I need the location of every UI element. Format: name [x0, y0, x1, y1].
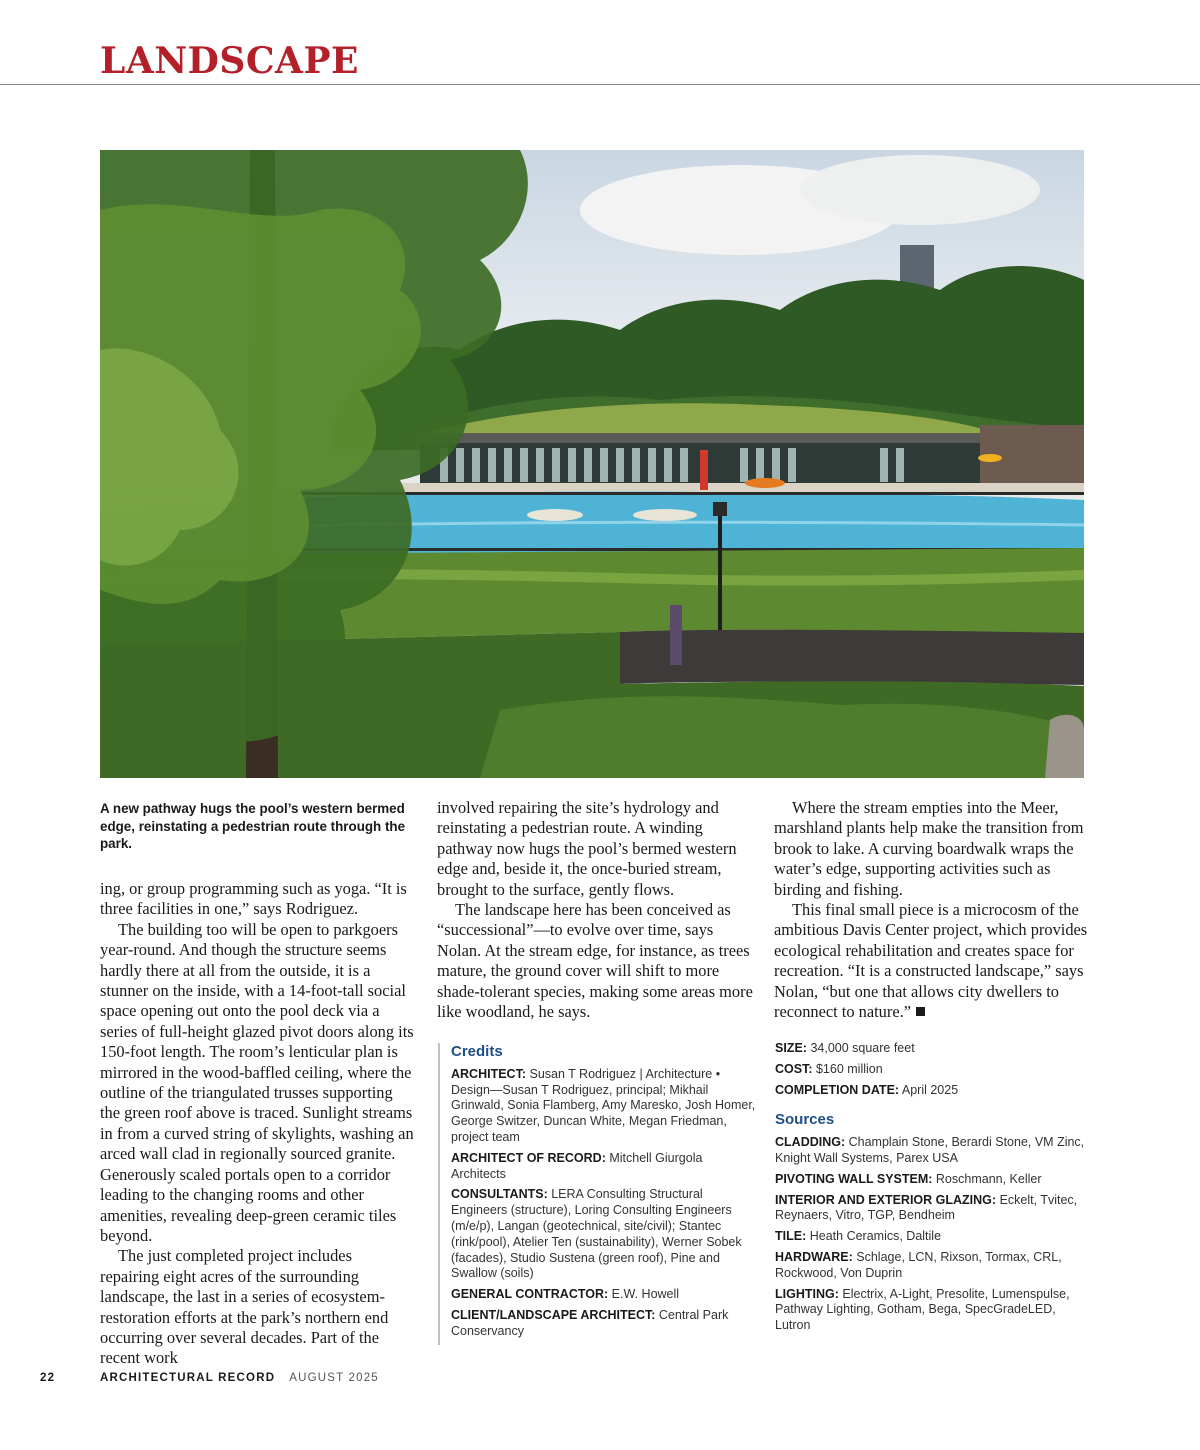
source-value: Heath Ceramics, Daltile — [809, 1229, 942, 1244]
spec-completion-date — [775, 1083, 1087, 1099]
source-value: Eckelt, Tvitec, Reynaers, Vitro, TGP, Bendheim — [775, 1192, 1078, 1223]
paragraph: involved repairing the site’s hydrology and reinstating a pedestrian route. A winding pathway now hugs the pool’s bermed western edge and, beside it, the once-buried stream, brought to the surface, gently flows. — [437, 798, 737, 899]
issue-date: AUGUST 2025 — [289, 1372, 379, 1384]
credit-label: ARCHITECT: — [451, 1066, 526, 1081]
credit-value: E.W. Howell — [611, 1287, 680, 1302]
source-label: HARDWARE: — [775, 1249, 853, 1264]
source-value: Champlain Stone, Berardi Stone, VM Zinc, Knight Wall Systems, Parex USA — [775, 1135, 1085, 1165]
page-footer — [40, 1372, 1140, 1384]
source-hardware — [775, 1250, 1087, 1282]
credits-title: Credits — [451, 1043, 503, 1060]
spec-value: April 2025 — [901, 1082, 959, 1097]
spec-size — [775, 1041, 1087, 1057]
paragraph: The just completed project includes repairing eight acres of the surrounding landscape, the last in a series of ecosystem-restoration efforts at the park’s northern end occurring over several decades. Part of the recent work — [100, 1246, 389, 1368]
credit-value: Central Park Conservancy — [451, 1307, 729, 1338]
pathway — [620, 630, 1084, 685]
spec-value: $160 million — [815, 1061, 883, 1076]
credit-label: CONSULTANTS: — [451, 1187, 548, 1202]
credits-box — [438, 1043, 760, 1345]
source-value: Electrix, A-Light, Presolite, Lumenspulse, Pathway Lighting, Gotham, Bega, SpecGradeLED, Lutron — [775, 1286, 1070, 1333]
paragraph: Where the stream empties into the Meer, marshland plants help make the transition from brook to lake. A curving boardwalk wraps the water’s edge, supporting activities such as birding and fishing. — [774, 798, 1084, 899]
source-tile — [775, 1229, 1087, 1245]
source-label: CLADDING: — [775, 1135, 846, 1150]
photo-caption: A new pathway hugs the pool’s western bermed edge, reinstating a pedestrian route through the park. — [100, 801, 406, 852]
paragraph: The landscape here has been conceived as “successional”—to evolve over time, says Nolan. At the stream edge, for instance, as trees mature, the ground cover will shift to more shade-tolerant species, making some areas more like woodland, he says. — [437, 900, 753, 1022]
source-label: LIGHTING: — [775, 1286, 839, 1301]
credit-general-contractor — [451, 1287, 760, 1303]
credit-client — [451, 1308, 760, 1340]
spec-label: COST: — [775, 1061, 813, 1076]
spec-label: COMPLETION DATE: — [775, 1082, 900, 1097]
paragraph: The building too will be open to parkgoers year-round. And though the structure seems hardly there at all from the outside, it is a stunner on the inside, with a 14-foot-tall social space opening out onto the pool deck via a series of full-height glazed pivot doors along its 150-foot length. The room’s lenticular plan is mirrored in the wood-baffled ceiling, where the outline of the triangulated trusses supporting the green roof above is traced. Sunlight streams in from a curved string of skylights, washing an arced wall clad in regionally sourced granite. Generously scaled portals open to a corridor leading to the changing rooms and other amenities, revealing deep-green ceramic tiles beyond. — [100, 919, 414, 1245]
paragraph: ing, or group programming such as yoga. “It is three facilities in one,” says Rodriguez. — [100, 879, 407, 919]
page-number: 22 — [40, 1372, 56, 1384]
credit-label: CLIENT/LANDSCAPE ARCHITECT: — [451, 1307, 656, 1322]
pool-landscape-photo — [100, 150, 1084, 778]
source-glazing — [775, 1193, 1087, 1225]
credit-architect — [451, 1067, 760, 1146]
article-column-1 — [100, 879, 414, 1369]
source-label: PIVOTING WALL SYSTEM: — [775, 1171, 933, 1186]
source-label: INTERIOR AND EXTERIOR GLAZING: — [775, 1192, 997, 1207]
credit-architect-of-record — [451, 1151, 760, 1183]
paragraph-text: This final small piece is a microcosm of the ambitious Davis Center project, which provides ecological rehabilitation and creates space for recreation. “It is a constructed landscape,” says Nolan, “but one that allows city dwellers to reconnect to nature.” — [774, 900, 1088, 1022]
header-rule — [0, 84, 1200, 85]
end-mark-icon — [916, 1007, 925, 1016]
source-label: TILE: — [775, 1229, 807, 1244]
source-value: Roschmann, Keller — [935, 1171, 1042, 1186]
lamp-post — [718, 510, 722, 640]
specs-box — [775, 1041, 1087, 1339]
paragraph-final — [774, 900, 1088, 1022]
credit-label: ARCHITECT OF RECORD: — [451, 1150, 606, 1165]
section-title: LANDSCAPE — [100, 40, 359, 82]
article-column-2 — [437, 798, 755, 1022]
spec-label: SIZE: — [775, 1041, 807, 1055]
credit-value: Susan T Rodriguez | Architecture • Design—Susan T Rodriguez, principal; Mikhail Grinwald, Sonia Flamberg, Amy Maresko, Josh Homer, George Switzer, Duncan White, Megan Friedman, project team — [451, 1066, 756, 1144]
source-lighting — [775, 1287, 1087, 1334]
source-cladding — [775, 1135, 1087, 1167]
magazine-name: ARCHITECTURAL RECORD — [100, 1372, 276, 1384]
source-pivoting-wall — [775, 1172, 1087, 1188]
credit-label: GENERAL CONTRACTOR: — [451, 1287, 609, 1302]
photo-illustration — [100, 150, 1084, 778]
lifeguard-chair — [700, 450, 708, 490]
umbrella — [745, 478, 785, 488]
umbrella — [978, 454, 1002, 462]
sources-title: Sources — [775, 1111, 835, 1129]
rock — [1045, 715, 1084, 778]
umbrella — [527, 509, 583, 521]
spec-value: 34,000 square feet — [810, 1041, 915, 1055]
credit-value: Mitchell Giurgola Architects — [451, 1150, 703, 1181]
spec-cost — [775, 1062, 1087, 1078]
article-column-3 — [774, 798, 1088, 1022]
credit-consultants — [451, 1187, 760, 1282]
pedestrian — [670, 605, 682, 665]
lamp-head — [713, 502, 727, 516]
credit-value: LERA Consulting Structural Engineers (structure), Loring Consulting Engineers (m/e/p), Langan (geotechnical, site/civil); Stantec (rink/pool), Atelier Ten (sustainability), Werner Sobek (facades), Studio Sustena (green roof), Pine and Swallow (soils) — [451, 1187, 742, 1281]
cloud — [800, 155, 1040, 225]
umbrella — [633, 509, 697, 521]
source-value: Schlage, LCN, Rixson, Tormax, CRL, Rockwood, Von Duprin — [775, 1249, 1062, 1280]
